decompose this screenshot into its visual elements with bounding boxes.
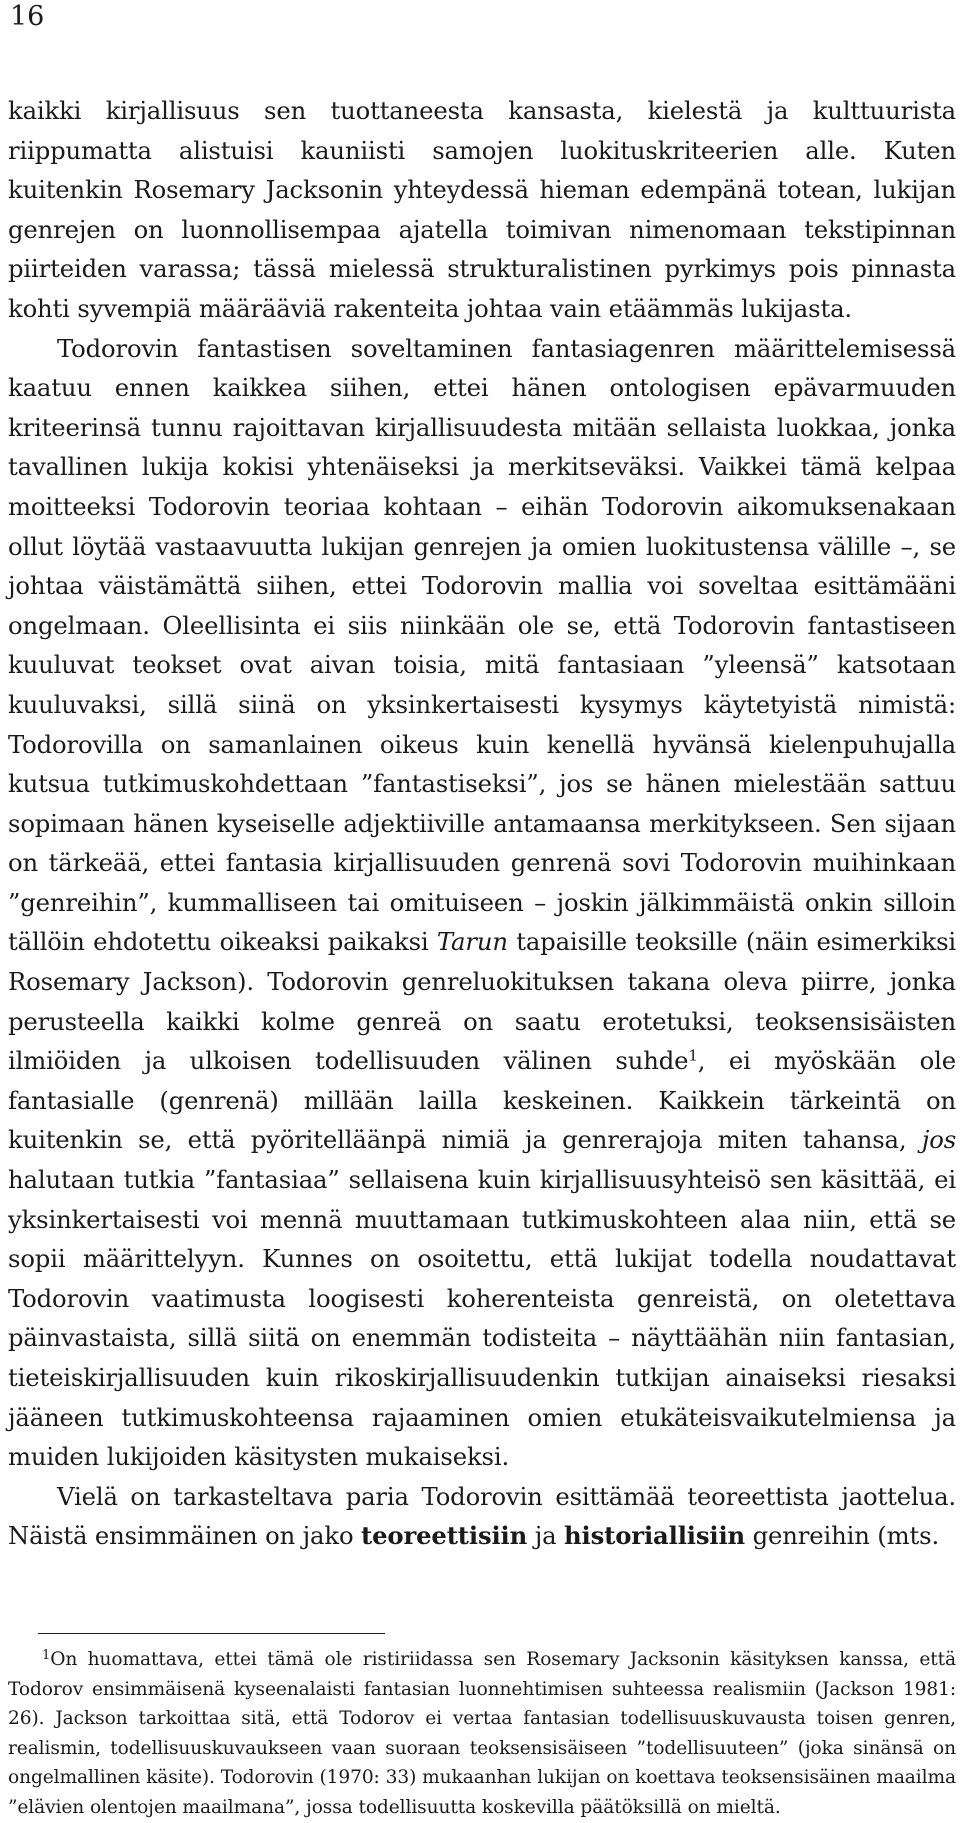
paragraph-3-conjunction: ja <box>534 1521 557 1551</box>
italic-word-jos: jos <box>921 1125 957 1155</box>
footnote <box>8 1645 956 1823</box>
paragraph-2 <box>8 329 956 1477</box>
paragraph-1: kaikki kirjallisuus sen tuottaneesta kansasta, kielestä ja kulttuurista riippumatta alistuisi kauniisti samojen luokituskriteerien alle. Kuten kuitenkin Rosemary Jacksonin yhteydessä hieman edempänä totean, lukijan genrejen on luonnollisempaa ajatella toimivan nimenomaan tekstipinnan piirteiden varassa; tässä mielessä strukturalistinen pyrkimys pois pinnasta kohti syvempiä määrääviä rakenteita johtaa vain etäämmäs lukijasta. <box>8 96 956 323</box>
footnote-text: On huomattava, ettei tämä ole ristiriidassa sen Rosemary Jacksonin käsityksen kanssa, että Todorov ensimmäisenä kyseenalaisti fantasian luonnehtimisen suhteessa realismiin (Jackson 1981: 26). Jackson tarkoittaa sitä, että Todorov ei vertaa fantasian todellisuuskuvausta toisen genren, realismin, todellisuuskuvaukseen vaan suoraan teoksensisäiseen ”todellisuuteen” (joka sinänsä on ongelmallinen käsite). Todorovin (1970: 33) mukaanhan lukijan on koettava teoksensisäinen maailma ”elävien olentojen maailmana”, jossa todellisuutta koskevilla päätöksillä on mieltä. <box>8 1649 956 1818</box>
page-number: 16 <box>10 1 45 32</box>
footnote-reference: 1 <box>688 1046 698 1065</box>
bold-term-historical: historiallisiin <box>564 1521 746 1551</box>
paragraph-2-text-a: Todorovin fantastisen soveltaminen fantasiagenren määrittelemisessä kaatuu ennen kaikkea siihen, ettei hänen ontologisen epävarmuuden kriteerinsä tunnu rajoittavan kirjallisuudesta mitään sellaista luokkaa, jonka tavallinen lukija kokisi yhtenäiseksi ja merkitseväksi. Vaikkei tämä kelpaa moitteeksi Todorovin teoriaa kohtaan – eihän Todorovin aikomuksenakaan ollut löytää vastaavuutta lukijan genrejen ja omien luokitustensa välille –, se johtaa väistämättä siihen, ettei Todorovin mallia voi soveltaa esittämääni ongelmaan. Oleellisinta ei siis niinkään ole se, että Todorovin fantastiseen kuuluvat teokset ovat aivan toisia, mitä fantasiaan ”yleensä” katsotaan kuuluvaksi, sillä siinä on yksinkertaisesti kysymys käytetyistä nimistä: Todorovilla on samanlainen oikeus kuin kenellä hyvänsä kielenpuhujalla kutsua tutkimuskohdettaan ”fantastiseksi”, jos se hänen mielestään sattuu sopimaan hänen kyseiselle adjektiiville antamaansa merkitykseen. Sen sijaan on tärkeää, ettei fantasia kirjallisuuden genrenä sovi Todorovin muihinkaan ”genreihin”, kummalliseen tai omituiseen – joskin jälkimmäistä onkin silloin tällöin ehdotettu oikeaksi paikaksi <box>8 333 956 957</box>
paragraph-2-text-b: tapaisille teoksille (näin esimerkiksi Rosemary Jackson). Todorovin genreluokituksen takana oleva piirre, jonka perusteella kaikki kolme genreä on saatu erotetuksi, teoksensisäisten ilmiöiden ja ulkoisen todellisuuden välinen suhde <box>8 927 957 1076</box>
footnote-divider <box>38 1633 385 1634</box>
paragraph-3-text-b: genreihin (mts. <box>752 1521 940 1551</box>
paragraph-3 <box>8 1477 956 1556</box>
italic-title-tarun: Tarun <box>436 927 508 957</box>
paragraph-2-text-c: , ei myöskään ole fantasialle (genrenä) millään lailla keskeinen. Kaikkein tärkeintä on kuitenkin se, että pyöritelläänpä nimiä ja genrerajoja miten tahansa, <box>8 1046 956 1155</box>
body-text <box>8 91 956 1556</box>
paragraph-2-text-d: halutaan tutkia ”fantasiaa” sellaisena kuin kirjallisuusyhteisö sen käsittää, ei yksinkertaisesti voi mennä muuttamaan tutkimuskohteen alaa niin, että se sopii määrittelyyn. Kunnes on osoitettu, että lukijat todella noudattavat Todorovin vaatimusta loogisesti koherenteista genreistä, on oletettava päinvastaista, sillä siitä on enemmän todisteita – näyttäähän niin fantasian, tieteiskirjallisuuden kuin rikoskirjallisuudenkin tutkijan ainaiseksi riesaksi jääneen tutkimuskohteensa rajaaminen omien etukäteisvaikutelmiensa ja muiden lukijoiden käsitysten mukaiseksi. <box>8 1165 956 1472</box>
paragraph-3-text-a: Vielä on tarkasteltava paria Todorovin esittämää teoreettista jaottelua. Näistä ensimmäinen on jako <box>8 1481 956 1551</box>
bold-term-theoretical: teoreettisiin <box>361 1521 528 1551</box>
footnote-marker: 1 <box>42 1648 51 1664</box>
